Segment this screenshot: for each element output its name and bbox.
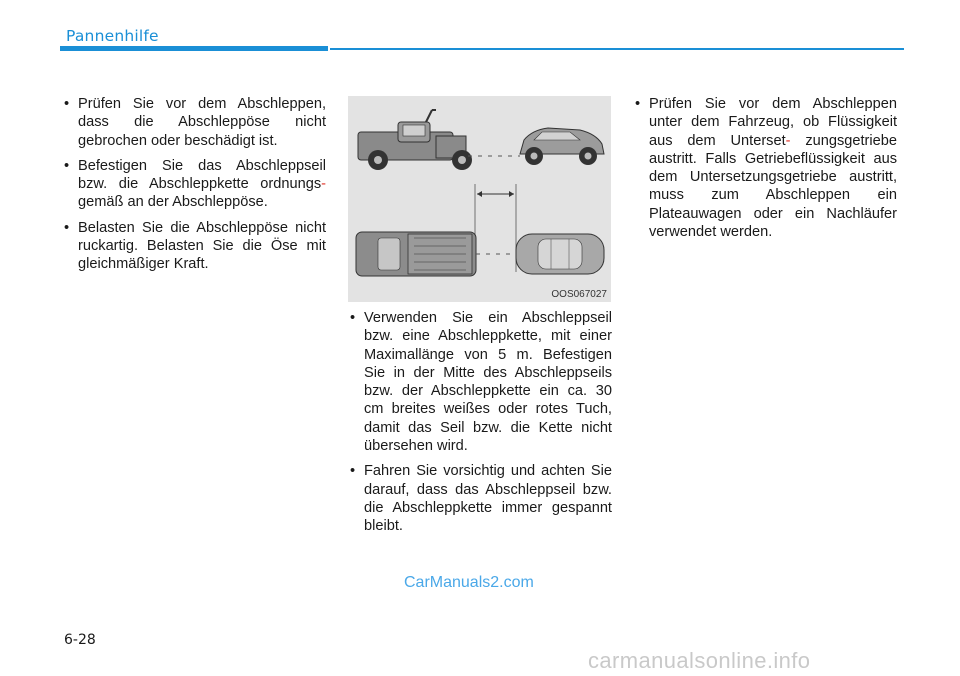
- figure-code: OOS067027: [551, 289, 607, 300]
- bullet-text: gemäß an der Abschleppöse.: [78, 194, 268, 211]
- bullet-text: Befestigen Sie das Abschleppseil bzw. die Abschleppkette ordnungs: [78, 157, 326, 193]
- bullet-item: [633, 95, 897, 241]
- header-rule-accent: [60, 46, 328, 51]
- bullet-item: [62, 219, 326, 274]
- column-left: [62, 95, 326, 281]
- bullet-item: [62, 157, 326, 212]
- bullet-item: [348, 462, 612, 535]
- watermark-link[interactable]: CarManuals2.com: [404, 574, 534, 591]
- hyphen-mark: -: [321, 176, 326, 193]
- towing-diagram: [348, 96, 611, 302]
- bullet-text: Belasten Sie die Abschleppöse nicht ruckartig. Belasten Sie die Öse mit gleichmäßiger Kraft.: [78, 219, 326, 273]
- header-rule: [330, 48, 904, 50]
- hyphen-mark: -: [785, 132, 791, 149]
- towed-car-side-icon: [520, 128, 604, 165]
- page-number: 6-28: [64, 632, 96, 648]
- bullet-text: Fahren Sie vorsichtig und achten Sie darauf, dass das Abschleppseil bzw. die Abschleppkette immer gespannt bleibt.: [364, 463, 612, 535]
- tow-truck-side-icon: [358, 110, 472, 170]
- tow-truck-top-icon: [356, 232, 476, 276]
- column-middle: [348, 309, 612, 543]
- bullet-item: [62, 95, 326, 150]
- bullet-text: Prüfen Sie vor dem Abschleppen unter dem Fahrzeug, ob Flüssigkeit aus dem Unterset: [649, 96, 897, 149]
- bullet-text: zungsgetriebe austritt. Falls Getriebeflüssigkeit aus dem Untersetzungsgetriebe austritt, muss zum Abschleppen ein Plateauwagen oder ein Nachläufer verwendet werden.: [649, 132, 897, 241]
- towed-car-top-icon: [516, 234, 604, 274]
- footer-site-watermark: carmanualsonline.info: [588, 648, 811, 673]
- bullet-text: Prüfen Sie vor dem Abschleppen, dass die Abschleppöse nicht gebrochen oder beschädigt ist.: [78, 96, 326, 149]
- bullet-text: Verwenden Sie ein Abschleppseil bzw. eine Abschleppkette, mit einer Maximallänge von 5 m. Befestigen Sie in der Mitte des Abschleppseils bzw. der Abschleppkette ein ca. 30 cm breites weißes oder rotes Tuch, damit das Seil bzw. die Kette nicht übersehen wird.: [364, 310, 612, 455]
- towing-illustration: [348, 96, 611, 302]
- column-right: [633, 95, 897, 248]
- bullet-item: [348, 309, 612, 455]
- rope-length-marker: [475, 184, 516, 272]
- section-title: Pannenhilfe: [66, 27, 159, 45]
